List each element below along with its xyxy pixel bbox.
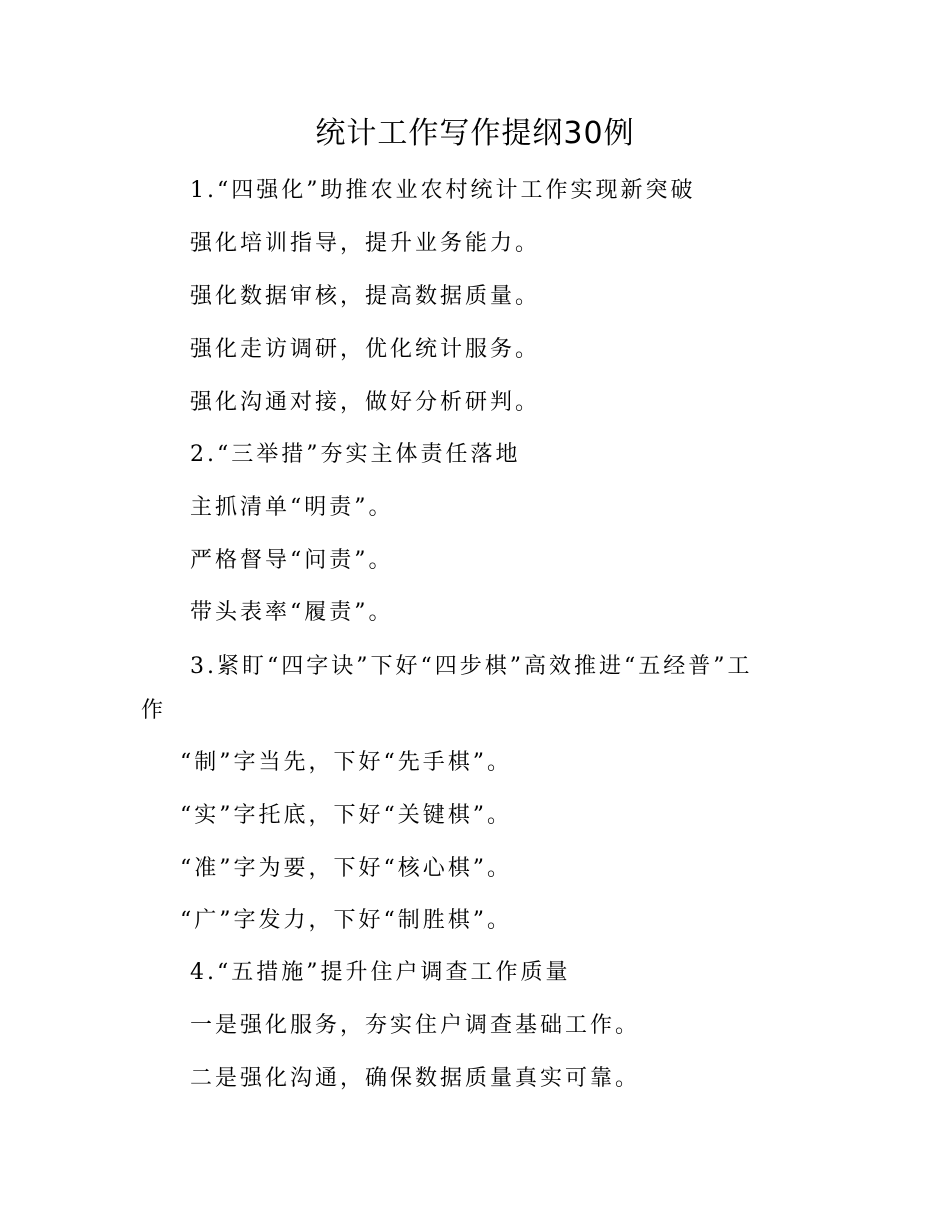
paragraph: “准”字为要，下好“核心棋”。 xyxy=(180,856,512,881)
paragraph: 主抓清单“明责”。 xyxy=(190,495,394,520)
section-heading-continuation: 作 xyxy=(141,698,167,723)
paragraph: 强化沟通对接，做好分析研判。 xyxy=(190,390,541,415)
page-title: 统计工作写作提纲30例 xyxy=(315,116,635,151)
section-heading: 1.“四强化”助推农业农村统计工作实现新突破 xyxy=(190,178,696,203)
paragraph: 一是强化服务，夯实住户调查基础工作。 xyxy=(190,1013,641,1038)
paragraph: 强化培训指导，提升业务能力。 xyxy=(190,231,541,256)
paragraph: 二是强化沟通，确保数据质量真实可靠。 xyxy=(190,1066,641,1091)
section-heading: 2.“三举措”夯实主体责任落地 xyxy=(190,442,521,467)
paragraph: “实”字托底，下好“关键棋”。 xyxy=(180,803,512,828)
section-heading: 4.“五措施”提升住户调查工作质量 xyxy=(190,960,571,985)
paragraph: “广”字发力，下好“制胜棋”。 xyxy=(180,908,512,933)
paragraph: 强化数据审核，提高数据质量。 xyxy=(190,284,541,309)
paragraph: 强化走访调研，优化统计服务。 xyxy=(190,337,541,362)
section-heading: 3.紧盯“四字诀”下好“四步棋”高效推进“五经普”工 xyxy=(190,654,753,679)
paragraph: 严格督导“问责”。 xyxy=(190,548,394,573)
paragraph: “制”字当先，下好“先手棋”。 xyxy=(180,750,512,775)
paragraph: 带头表率“履责”。 xyxy=(190,600,394,625)
